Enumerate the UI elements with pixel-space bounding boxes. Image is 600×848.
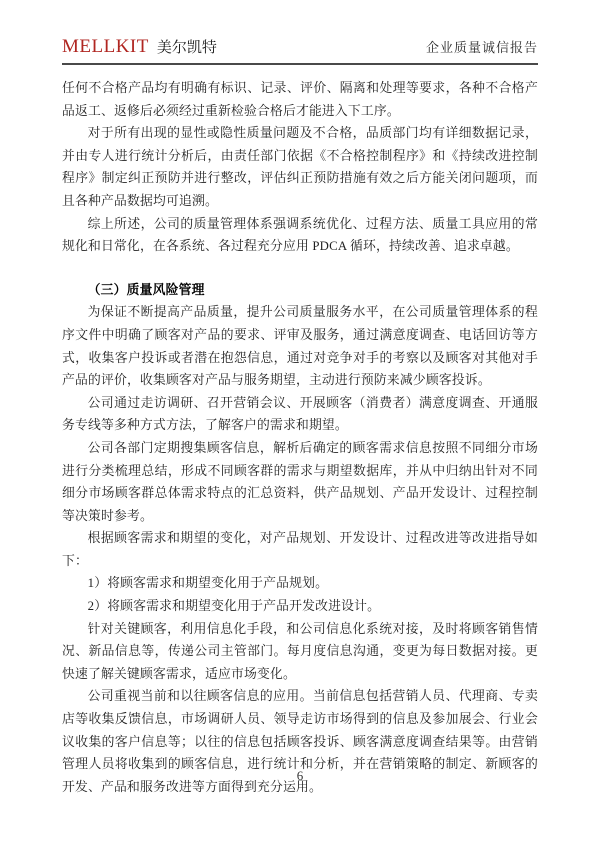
paragraph-improvement-guidance-intro: 根据顾客需求和期望的变化，对产品规划、开发设计、过程改进等改进指导如下： [62,531,538,568]
section-heading-quality-risk-management: （三）质量风险管理 [87,282,205,297]
list-item-product-planning: 1）将顾客需求和期望变化用于产品规划。 [87,576,329,591]
brand-name-en: MELLKIT [62,36,149,57]
paragraph-nonconforming-product: 任何不合格产品均有明确有标识、记录、评价、隔离和处理等要求，各种不合格产品返工、返修后必须经过重新检验合格后才能进入下工序。 [62,81,538,118]
paragraph-summary-pdca: 综上所述，公司的质量管理体系强调系统优化、过程方法、质量工具应用的常规化和日常化，在各系统、各过程充分应用 PDCA 循环，持续改善、追求卓越。 [62,216,538,254]
list-item-product-development: 2）将顾客需求和期望变化用于产品开发改进设计。 [87,599,381,614]
paragraph-key-customers-it: 针对关键顾客，利用信息化手段，和公司信息化系统对接，及时将顾客销售情况、新品信息等，传递公司主管部门。每月度信息沟通，变更为每日数据对接。更快速了解关键顾客需求，适应市场变化。 [62,621,538,681]
paragraph-customer-requirements: 为保证不断提高产品质量，提升公司质量服务水平，在公司质量管理体系的程序文件中明确了顾客对产品的要求、评审及服务，通过满意度调查、电话回访等方式，收集客户投诉或者潜在抱怨信息，通过对竞争对手的考察以及顾客对其他对手产品的评价，收集顾客对产品与服务期望，主动进行预防来减少顾客投诉。 [62,305,538,388]
page-header [62,36,538,65]
document-title: 企业质量诚信报告 [425,40,538,55]
brand-name-cn: 美尔凯特 [156,40,217,56]
paragraph-customer-info-database: 公司各部门定期搜集顾客信息，解析后确定的顾客需求信息按照不同细分市场进行分类梳理总结，形成不同顾客群的需求与期望数据库，并从中归纳出针对不同细分市场顾客群总体需求特点的汇总资料，供产品规划、产品开发设计、过程控制等决策时参考。 [62,440,538,523]
document-body [62,77,538,798]
paragraph-quality-issue-records: 对于所有出现的显性或隐性质量问题及不合格，品质部门均有详细数据记录，并由专人进行统计分析后，由责任部门依据《不合格控制程序》和《持续改进控制程序》制定纠正预防并进行整改，评估纠正预防措施有效之后方能关闭问题项，而且各种产品数据均可追溯。 [62,126,538,208]
page-footer [0,768,600,784]
paragraph-customer-info-application: 公司重视当前和以往顾客信息的应用。当前信息包括营销人员、代理商、专卖店等收集反馈信息，市场调研人员、领导走访市场得到的信息及参加展会、行业会议收集的客户信息等；以往的信息包括顾客投诉、顾客满意度调查结果等。由营销管理人员将收集到的顾客信息，进行统计和分析，并在营销策略的制定、新顾客的开发、产品和服务改进等方面得到充分运用。 [62,689,538,794]
page-number: 6 [296,768,304,783]
paragraph-customer-research-methods: 公司通过走访调研、召开营销会议、开展顾客（消费者）满意度调查、开通服务专线等多种方式方法，了解客户的需求和期望。 [62,395,538,433]
brand-logo [62,36,217,58]
